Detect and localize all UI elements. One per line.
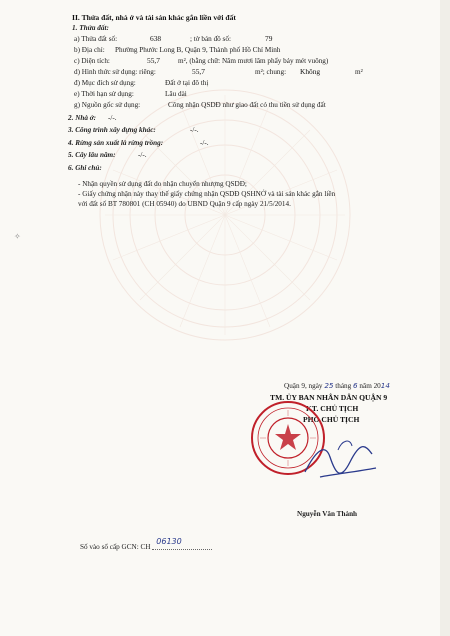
usage-common-label: m²; chung: xyxy=(255,68,287,76)
item-perennial-label: 5. Cây lâu năm: xyxy=(68,151,116,159)
registry-label: Số vào sổ cấp GCN: CH xyxy=(80,543,151,551)
date-month-label: tháng xyxy=(335,382,352,390)
map-sheet-value: 79 xyxy=(265,34,273,43)
purpose-value: Đất ở tại đô thị xyxy=(165,79,209,87)
land-heading: 1. Thửa đất: xyxy=(72,24,109,32)
parcel-number-label: a) Thửa đất số: xyxy=(74,35,118,43)
origin-value: Công nhận QSDĐ như giao đất có thu tiền sử dụng đất xyxy=(168,101,326,109)
section-title: II. Thửa đất, nhà ở và tài sản khác gắn liền với đất xyxy=(72,13,236,22)
area-label: c) Diện tích: xyxy=(74,57,110,65)
item-forest-label: 4. Rừng sản xuất là rừng trồng: xyxy=(68,139,164,147)
item-house-label: 2. Nhà ở: xyxy=(68,114,97,122)
address-label: b) Địa chỉ: xyxy=(74,46,105,54)
note-line-1: - Nhận quyền sử dụng đất do nhận chuyển nhượng QSDĐ; xyxy=(78,180,247,188)
date-line xyxy=(284,381,390,391)
item-construction-value: -/-. xyxy=(190,126,199,134)
purpose-label: đ) Mục đích sử dụng: xyxy=(74,79,136,87)
date-year: 14 xyxy=(380,381,390,390)
page-edge xyxy=(440,0,450,636)
item-forest-value: -/-. xyxy=(200,139,209,147)
area-unit-text: m², (bằng chữ: Năm mươi lăm phẩy bảy mét vuông) xyxy=(178,57,329,65)
note-line-3: với đất số BT 780801 (CH 05940) do UBND Quận 9 cấp ngày 21/5/2014. xyxy=(78,200,291,208)
origin-label: g) Nguồn gốc sử dụng: xyxy=(74,101,141,109)
registry-field xyxy=(152,537,212,550)
signature-scribble-icon xyxy=(300,432,380,492)
usage-private-value: 55,7 xyxy=(192,67,205,76)
background-emblem xyxy=(95,85,355,345)
signer-role-2: PHÓ CHỦ TỊCH xyxy=(303,415,360,424)
date-day: 25 xyxy=(324,381,334,390)
usage-common-unit: m² xyxy=(355,68,363,76)
date-year-label: năm 20 xyxy=(359,382,381,390)
registry-value: 06130 xyxy=(156,537,182,546)
term-value: Lâu dài xyxy=(165,90,187,98)
map-sheet-label: ; tờ bản đồ số: xyxy=(190,35,231,43)
scan-mark-icon: ✧ xyxy=(14,232,21,241)
signer-role-1: KT. CHỦ TỊCH xyxy=(306,404,359,413)
item-perennial-value: -/-. xyxy=(138,151,147,159)
parcel-number-value: 638 xyxy=(150,34,162,43)
address-value: Phường Phước Long B, Quận 9, Thành phố Hồ Chí Minh xyxy=(115,46,281,54)
date-prefix: Quận 9, ngày xyxy=(284,382,323,390)
registry-line xyxy=(80,537,212,551)
item-notes-label: 6. Ghi chú: xyxy=(68,164,102,172)
usage-common-value: Không xyxy=(300,67,321,76)
signer-org: TM. ỦY BAN NHÂN DÂN QUẬN 9 xyxy=(270,393,388,402)
item-house-value: -/-. xyxy=(108,114,117,122)
signer-name: Nguyễn Văn Thành xyxy=(297,510,358,518)
usage-form-label: d) Hình thức sử dụng: riêng: xyxy=(74,68,156,76)
item-construction-label: 3. Công trình xây dựng khác: xyxy=(68,126,156,134)
term-label: e) Thời hạn sử dụng: xyxy=(74,90,134,98)
note-line-2: - Giấy chứng nhận này thay thế giấy chứng nhận QSDĐ QSHNỞ và tài sản khác gắn liền xyxy=(78,190,336,198)
date-month: 6 xyxy=(353,381,358,390)
area-value: 55,7 xyxy=(147,56,160,65)
